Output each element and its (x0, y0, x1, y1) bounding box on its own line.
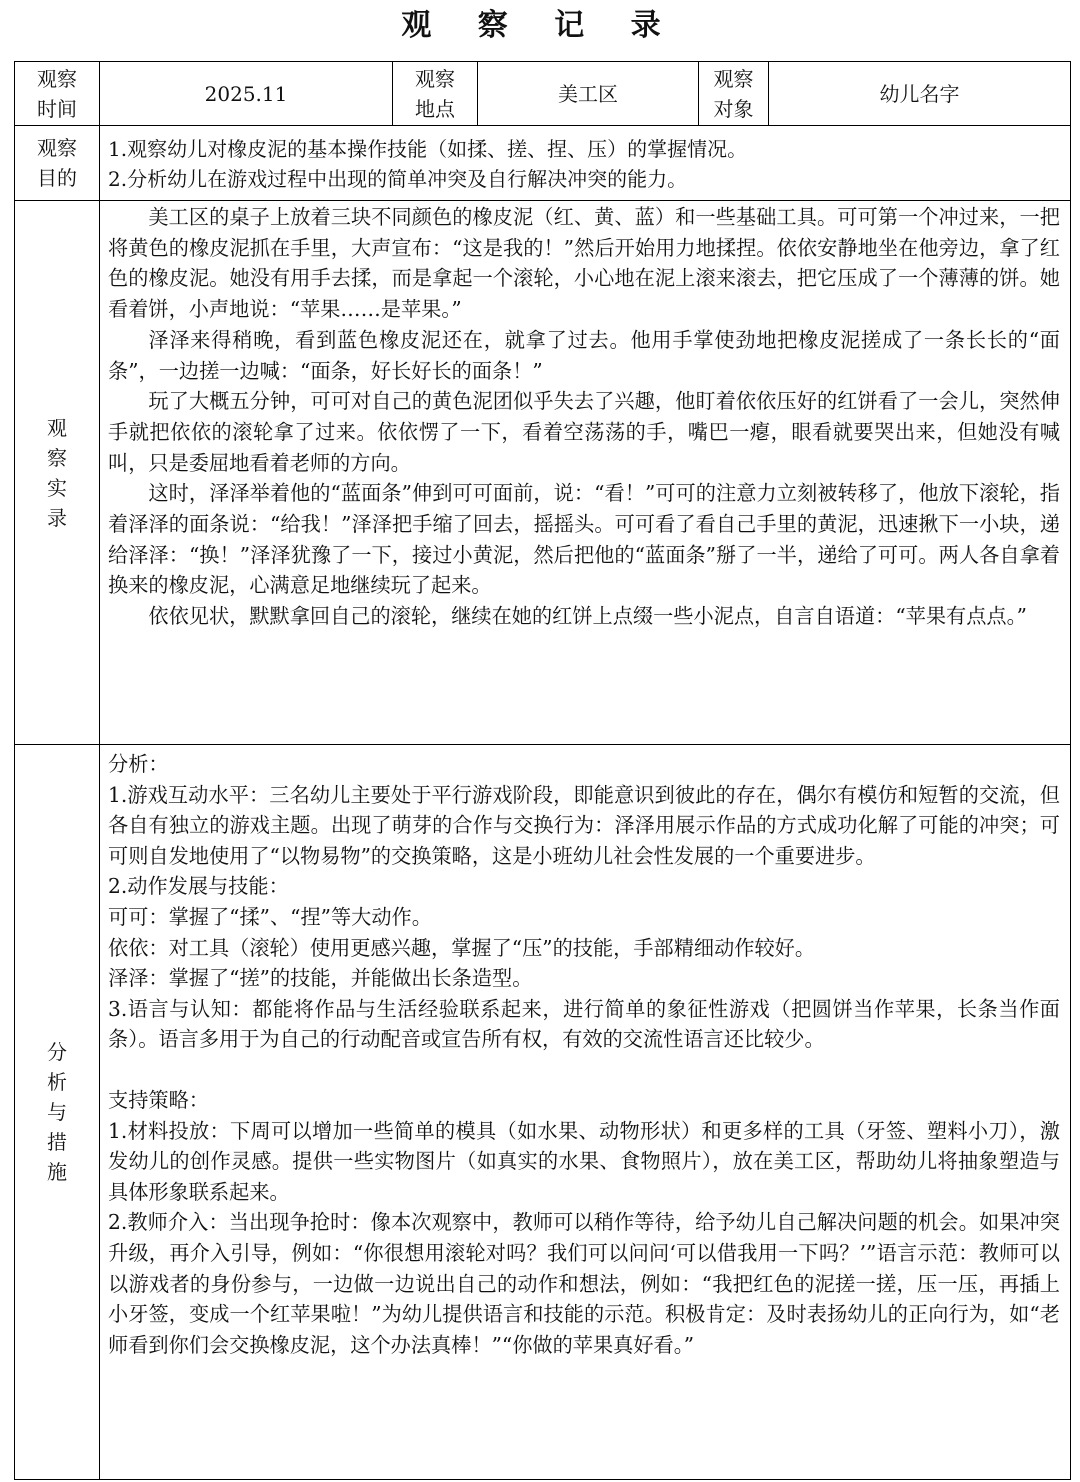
record-label (15, 201, 100, 745)
record-paragraph: 玩了大概五分钟，可可对自己的黄色泥团似乎失去了兴趣，他盯着依依压好的红饼看了一会儿，突然伸手就把依依的滚轮拿了过来。依依愣了一下，看着空荡荡的手，嘴巴一瘪，眼看就要哭出来，但她没有喊叫，只是委屈地看着老师的方向。 (108, 389, 1060, 475)
record-content (100, 201, 1071, 745)
analysis-line: 泽泽：掌握了“搓”的技能，并能做出长条造型。 (108, 966, 533, 991)
record-row (15, 201, 1071, 745)
record-label-char: 察 (47, 445, 67, 470)
time-label-text: 观察时间 (37, 66, 77, 121)
place-value: 美工区 (478, 62, 699, 126)
goal-content (100, 126, 1071, 201)
target-value: 幼儿名字 (769, 62, 1071, 126)
observation-table (14, 61, 1071, 1480)
record-paragraph: 美工区的桌子上放着三块不同颜色的橡皮泥（红、黄、蓝）和一些基础工具。可可第一个冲过来，一把将黄色的橡皮泥抓在手里，大声宣布：“这是我的！”然后开始用力地揉捏。依依安静地坐在他旁边，拿了红色的橡皮泥。她没有用手去揉，而是拿起一个滚轮，小心地在泥上滚来滚去，把它压成了一个薄薄的饼。她看着饼，小声地说：“苹果……是苹果。” (108, 205, 1060, 322)
analysis-line: 1.游戏互动水平：三名幼儿主要处于平行游戏阶段，即能意识到彼此的存在，偶尔有模仿和短暂的交流，但各自有独立的游戏主题。出现了萌芽的合作与交换行为：泽泽用展示作品的方式成功化解了可能的冲突；可可则自发地使用了“以物易物”的交换策略，这是小班幼儿社会性发展的一个重要进步。 (108, 782, 1060, 868)
spacer (108, 1055, 1060, 1085)
target-label-text: 观察对象 (713, 66, 754, 121)
analysis-label-char: 措 (47, 1130, 67, 1154)
strategy-line: 支持策略： (108, 1087, 209, 1112)
analysis-label-char: 析 (47, 1070, 67, 1094)
analysis-line: 依依：对工具（滚轮）使用更感兴趣，掌握了“压”的技能，手部精细动作较好。 (108, 935, 816, 960)
goal-label (15, 126, 100, 201)
record-label-char: 观 (47, 415, 67, 440)
analysis-label-char: 与 (47, 1100, 67, 1124)
record-paragraph: 泽泽来得稍晚，看到蓝色橡皮泥还在，就拿了过去。他用手掌使劲地把橡皮泥搓成了一条长长的“面条”，一边搓一边喊：“面条，好长好长的面条！” (108, 327, 1060, 383)
time-label (15, 62, 100, 126)
place-label-text: 观察地点 (415, 66, 455, 121)
record-paragraph: 这时，泽泽举着他的“蓝面条”伸到可可面前，说：“看！”可可的注意力立刻被转移了，他放下滚轮，指着泽泽的面条说：“给我！”泽泽把手缩了回去，摇摇头。可可看了看自己手里的黄泥，迅速揪下一小块，递给泽泽：“换！”泽泽犹豫了一下，接过小黄泥，然后把他的“蓝面条”掰了一半，递给了可可。两人各自拿着换来的橡皮泥，心满意足地继续玩了起来。 (108, 481, 1060, 598)
analysis-line: 2.动作发展与技能： (108, 874, 289, 899)
target-label (699, 62, 769, 126)
analysis-line: 分析： (108, 752, 169, 776)
page-title: 观 察 记 录 (401, 8, 679, 43)
analysis-row (15, 745, 1071, 1480)
analysis-label (15, 745, 100, 1480)
info-row (15, 62, 1071, 126)
record-label-char: 实 (47, 475, 67, 500)
record-paragraph: 依依见状，默默拿回自己的滚轮，继续在她的红饼上点缀一些小泥点，自言自语道：“苹果有点点。” (148, 604, 1027, 629)
analysis-label-char: 分 (47, 1040, 67, 1064)
goal-item: 1.观察幼儿对橡皮泥的基本操作技能（如揉、搓、捏、压）的掌握情况。 (108, 137, 748, 161)
strategy-line: 2.教师介入：当出现争抢时：像本次观察中，教师可以稍作等待，给予幼儿自己解决问题的机会。如果冲突升级，再介入引导，例如：“你很想用滚轮对吗？我们可以问问‘可以借我用一下吗？’”语言示范：教师可以以游戏者的身份参与，一边做一边说出自己的动作和想法，例如：“我把红色的泥搓一搓，压一压，再插上小牙签，变成一个红苹果啦！”为幼儿提供语言和技能的示范。积极肯定：及时表扬幼儿的正向行为，如“老师看到你们会交换橡皮泥，这个办法真棒！”“你做的苹果真好看。” (108, 1210, 1060, 1357)
goal-row (15, 126, 1071, 201)
analysis-line: 3.语言与认知：都能将作品与生活经验联系起来，进行简单的象征性游戏（把圆饼当作苹果，长条当作面条）。语言多用于为自己的行动配音或宣告所有权，有效的交流性语言还比较少。 (108, 996, 1060, 1052)
place-label (393, 62, 478, 126)
analysis-line: 可可：掌握了“揉”、“捏”等大动作。 (108, 904, 432, 929)
record-label-char: 录 (47, 505, 67, 530)
time-value: 2025.11 (100, 62, 393, 126)
goal-item: 2.分析幼儿在游戏过程中出现的简单冲突及自行解决冲突的能力。 (108, 167, 688, 191)
strategy-line: 1.材料投放：下周可以增加一些简单的模具（如水果、动物形状）和更多样的工具（牙签、塑料小刀），激发幼儿的创作灵感。提供一些实物图片（如真实的水果、食物照片），放在美工区，帮助幼儿将抽象塑造与具体形象联系起来。 (108, 1118, 1060, 1204)
analysis-label-char: 施 (47, 1160, 67, 1184)
analysis-content (100, 745, 1071, 1480)
goal-label-text: 观察目的 (37, 136, 77, 190)
